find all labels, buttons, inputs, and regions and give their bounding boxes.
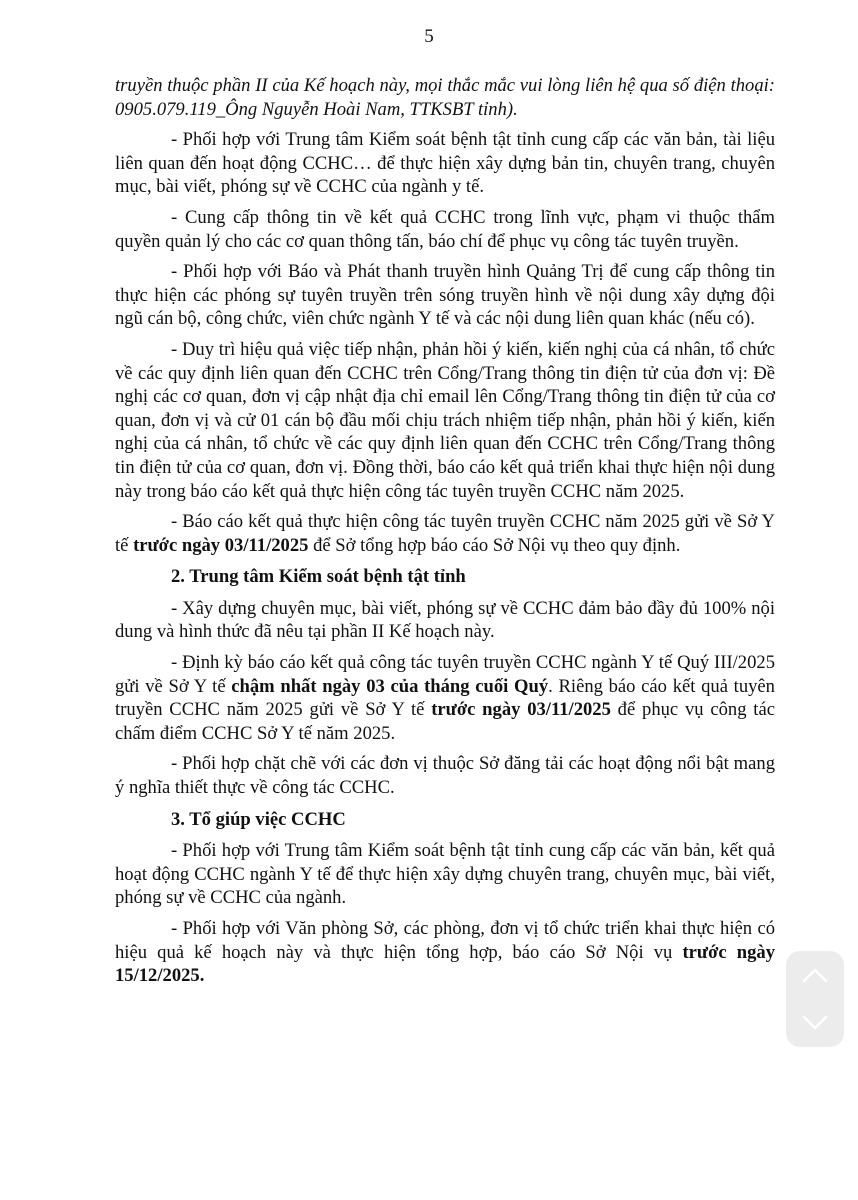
- page-number: 5: [424, 26, 434, 47]
- next-page-button[interactable]: [786, 999, 844, 1047]
- paragraph-cooperate-tv: - Phối hợp với Báo và Phát thanh truyền hình Quảng Trị để cung cấp thông tin thực hiện các phóng sự tuyên truyền trên sóng truyền hình về nội dung xây dựng đội ngũ cán bộ, công chức, viên chức ngành Y tế và các nội dung liên quan khác (nếu có).: [115, 261, 775, 330]
- deadline-text: chậm nhất ngày 03 của tháng cuối Quý: [231, 675, 549, 697]
- section-heading-cdc: 2. Trung tâm Kiểm soát bệnh tật tỉnh: [171, 566, 466, 588]
- paragraph-team-cooperate: - Phối hợp với Trung tâm Kiểm soát bệnh tật tỉnh cung cấp các văn bản, kết quả hoạt động CCHC ngành Y tế để thực hiện xây dựng chuyên trang, chuyên mục, bài viết, phóng sự về CCHC của ngành.: [115, 840, 775, 909]
- paragraph-report-deadline: [115, 510, 775, 557]
- paragraph-maintain-feedback: - Duy trì hiệu quả việc tiếp nhận, phản hồi ý kiến, kiến nghị của cá nhân, tổ chức về các quy định liên quan đến CCHC trên Cổng/Trang thông tin điện tử của đơn vị: Đề nghị các cơ quan, đơn vị cập nhật địa chỉ email lên Cổng/Trang thông tin điện tử của cơ quan, đơn vị và cử 01 cán bộ đầu mối chịu trách nhiệm tiếp nhận, phản hồi ý kiến, kiến nghị của cá nhân, tổ chức về các quy định liên quan đến CCHC trên Cổng/Trang thông tin điện tử của cơ quan, đơn vị. Đồng thời, báo cáo kết quả triển khai thực hiện nội dung này trong báo cáo kết quả thực hiện công tác tuyên truyền CCHC năm 2025.: [115, 338, 775, 502]
- text-run: để phục vụ công tác chấm điểm CCHC Sở Y tế năm 2025.: [115, 699, 775, 744]
- chevron-down-icon: [802, 1015, 828, 1031]
- text-run: - Phối hợp với Văn phòng Sở, các phòng, đơn vị tổ chức triển khai thực hiện có hiệu quả kế hoạch này và thực hiện tổng hợp, báo cáo Sở Nội vụ: [115, 918, 775, 963]
- chevron-up-icon: [802, 967, 828, 983]
- paragraph-cooperate-cdc: - Phối hợp với Trung tâm Kiểm soát bệnh tật tỉnh cung cấp các văn bản, tài liệu liên quan đến hoạt động CCHC… để thực hiện xây dựng bản tin, chuyên trang, chuyên mục, bài viết, phóng sự về CCHC của ngành y tế.: [115, 129, 775, 198]
- section-heading-assist-team: 3. Tổ giúp việc CCHC: [171, 808, 346, 830]
- paragraph-close-coordination: - Phối hợp chặt chẽ với các đơn vị thuộc Sở đăng tải các hoạt động nổi bật mang ý nghĩa thiết thực về công tác CCHC.: [115, 753, 775, 799]
- paragraph-build-column: - Xây dựng chuyên mục, bài viết, phóng sự về CCHC đảm bảo đầy đủ 100% nội dung và hình thức đã nêu tại phần II Kế hoạch này.: [115, 597, 775, 643]
- previous-page-button[interactable]: [786, 951, 844, 999]
- document-body: [115, 74, 775, 995]
- paragraph-provide-info: - Cung cấp thông tin về kết quả CCHC trong lĩnh vực, phạm vi thuộc thẩm quyền quản lý cho các cơ quan thông tấn, báo chí để phục vụ công tác tuyên truyền.: [115, 206, 775, 252]
- deadline-text: trước ngày 15/12/2025.: [115, 941, 776, 987]
- page-nav-widget: [786, 951, 844, 1047]
- text-run: để Sở tổng hợp báo cáo Sở Nội vụ theo quy định.: [308, 534, 681, 556]
- paragraph-periodic-report: [115, 651, 775, 745]
- text-run: - Báo cáo kết quả thực hiện công tác tuyên truyền CCHC năm 2025 gửi về Sở Y tế: [115, 511, 775, 556]
- deadline-text: trước ngày 03/11/2025: [431, 699, 611, 721]
- intro-paragraph: truyền thuộc phần II của Kế hoạch này, mọi thắc mắc vui lòng liên hệ qua số điện thoại: 0905.079.119_Ông Nguyễn Hoài Nam, TTKSBT tỉnh).: [115, 75, 775, 120]
- text-run: - Định kỳ báo cáo kết quả công tác tuyên truyền CCHC ngành Y tế Quý III/2025 gửi về Sở Y tế: [115, 652, 775, 697]
- paragraph-team-report: [115, 917, 775, 988]
- deadline-text: trước ngày 03/11/2025: [133, 534, 309, 556]
- text-run: . Riêng báo cáo kết quả tuyên truyền CCHC năm 2025 gửi về Sở Y tế: [115, 675, 775, 721]
